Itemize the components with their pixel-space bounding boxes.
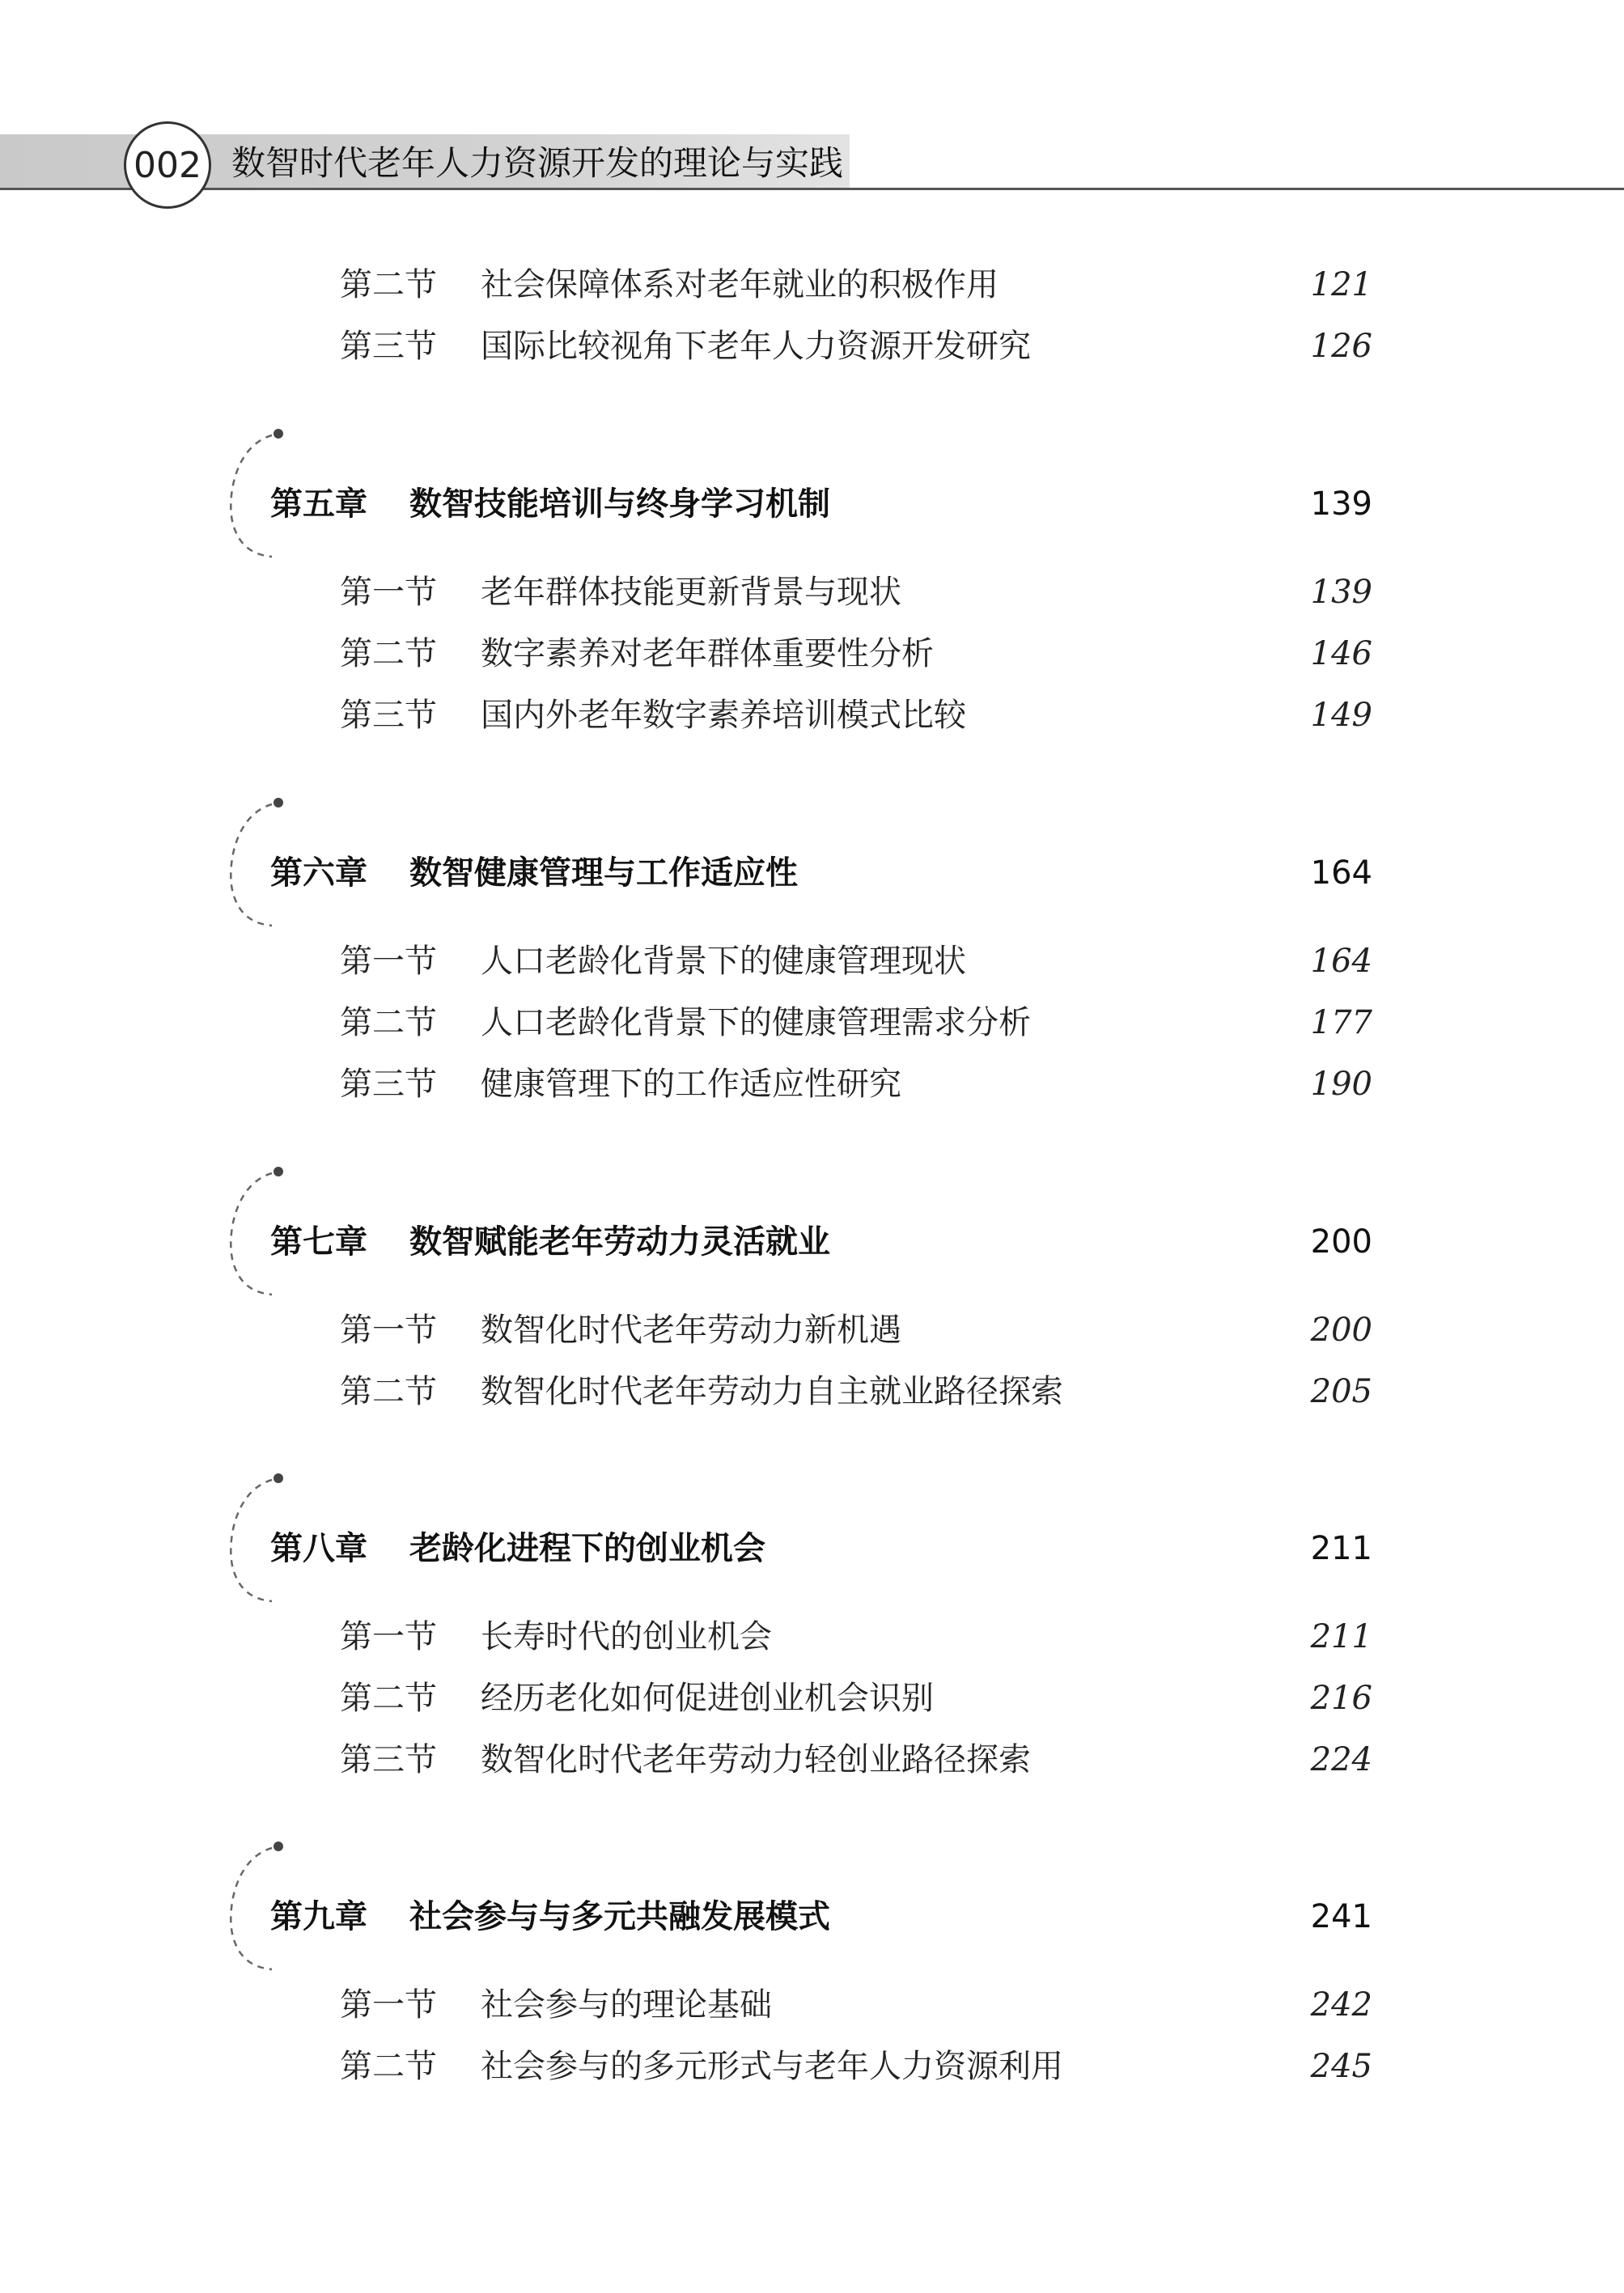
toc-chapter-row[interactable]: [0, 476, 1624, 532]
page-number: 002: [124, 121, 211, 209]
section-number: 第一节: [340, 1312, 437, 1349]
toc-section-row[interactable]: [0, 261, 1624, 309]
section-title: 经历老化如何促进创业机会识别: [481, 1680, 934, 1717]
toc-chapter-row[interactable]: [0, 1214, 1624, 1270]
section-title: 人口老龄化背景下的健康管理需求分析: [481, 1004, 1031, 1041]
section-number: 第一节: [340, 943, 437, 980]
toc-section-row[interactable]: [0, 2042, 1624, 2091]
section-page: 146: [1310, 635, 1372, 672]
toc-chapter-row[interactable]: [0, 1520, 1624, 1577]
toc-section-row[interactable]: [0, 322, 1624, 371]
section-page: 177: [1310, 1004, 1372, 1041]
section-title: 人口老龄化背景下的健康管理现状: [481, 943, 966, 980]
chapter-page: 164: [1310, 854, 1372, 892]
toc-section-row[interactable]: [0, 1736, 1624, 1784]
section-page: 190: [1310, 1066, 1372, 1103]
section-page: 224: [1310, 1741, 1372, 1778]
section-page: 242: [1310, 1986, 1372, 2024]
chapter-title: 老龄化进程下的创业机会: [409, 1530, 765, 1567]
toc-section-row[interactable]: [0, 568, 1624, 617]
section-number: 第一节: [340, 1986, 437, 2024]
toc-section-row[interactable]: [0, 1367, 1624, 1416]
toc-section-row[interactable]: [0, 1306, 1624, 1354]
section-title: 健康管理下的工作适应性研究: [481, 1066, 901, 1103]
chapter-title: 数智赋能老年劳动力灵活就业: [409, 1223, 830, 1261]
section-title: 国际比较视角下老年人力资源开发研究: [481, 328, 1031, 365]
section-page: 200: [1310, 1312, 1372, 1349]
toc-section-row[interactable]: [0, 1060, 1624, 1108]
section-page: 121: [1310, 266, 1372, 303]
chapter-page: 241: [1310, 1898, 1372, 1935]
section-page: 139: [1310, 574, 1372, 611]
chapter-number: 第八章: [270, 1530, 367, 1567]
toc-chapter-row[interactable]: [0, 1888, 1624, 1945]
chapter-number: 第六章: [270, 854, 367, 892]
section-title: 数智化时代老年劳动力新机遇: [481, 1312, 901, 1349]
section-page: 164: [1310, 943, 1372, 980]
section-number: 第二节: [340, 266, 437, 303]
chapter-number: 第九章: [270, 1898, 367, 1935]
section-number: 第三节: [340, 1066, 437, 1103]
section-page: 149: [1310, 697, 1372, 734]
section-title: 数字素养对老年群体重要性分析: [481, 635, 934, 672]
section-page: 205: [1310, 1373, 1372, 1410]
header-rule: [0, 188, 1624, 190]
toc-section-row[interactable]: [0, 629, 1624, 678]
toc-section-row[interactable]: [0, 1613, 1624, 1661]
section-title: 数智化时代老年劳动力自主就业路径探索: [481, 1373, 1063, 1410]
section-title: 社会保障体系对老年就业的积极作用: [481, 266, 999, 303]
toc-section-row[interactable]: [0, 1981, 1624, 2029]
section-page: 245: [1310, 2048, 1372, 2085]
section-title: 数智化时代老年劳动力轻创业路径探索: [481, 1741, 1031, 1778]
section-title: 老年群体技能更新背景与现状: [481, 574, 901, 611]
toc-section-row[interactable]: [0, 998, 1624, 1047]
book-title: 数智时代老年人力资源开发的理论与实践: [231, 143, 844, 183]
section-number: 第二节: [340, 635, 437, 672]
section-number: 第二节: [340, 1680, 437, 1717]
section-title: 长寿时代的创业机会: [481, 1618, 772, 1655]
section-number: 第一节: [340, 574, 437, 611]
section-title: 国内外老年数字素养培训模式比较: [481, 697, 966, 734]
section-number: 第三节: [340, 328, 437, 365]
toc-chapter-row[interactable]: [0, 845, 1624, 901]
section-title: 社会参与的多元形式与老年人力资源利用: [481, 2048, 1063, 2085]
chapter-number: 第五章: [270, 485, 367, 523]
chapter-title: 社会参与与多元共融发展模式: [409, 1898, 830, 1935]
chapter-number: 第七章: [270, 1223, 367, 1261]
section-number: 第二节: [340, 2048, 437, 2085]
section-page: 126: [1310, 328, 1372, 365]
section-number: 第三节: [340, 1741, 437, 1778]
section-number: 第一节: [340, 1618, 437, 1655]
section-page: 216: [1310, 1680, 1372, 1717]
chapter-title: 数智健康管理与工作适应性: [409, 854, 798, 892]
section-number: 第二节: [340, 1004, 437, 1041]
chapter-page: 139: [1310, 485, 1372, 523]
section-number: 第三节: [340, 697, 437, 734]
toc-section-row[interactable]: [0, 1674, 1624, 1723]
chapter-title: 数智技能培训与终身学习机制: [409, 485, 830, 523]
section-title: 社会参与的理论基础: [481, 1986, 772, 2024]
chapter-page: 200: [1310, 1223, 1372, 1261]
toc-section-row[interactable]: [0, 937, 1624, 985]
toc-section-row[interactable]: [0, 691, 1624, 740]
section-page: 211: [1310, 1618, 1372, 1655]
chapter-page: 211: [1310, 1530, 1372, 1567]
section-number: 第二节: [340, 1373, 437, 1410]
